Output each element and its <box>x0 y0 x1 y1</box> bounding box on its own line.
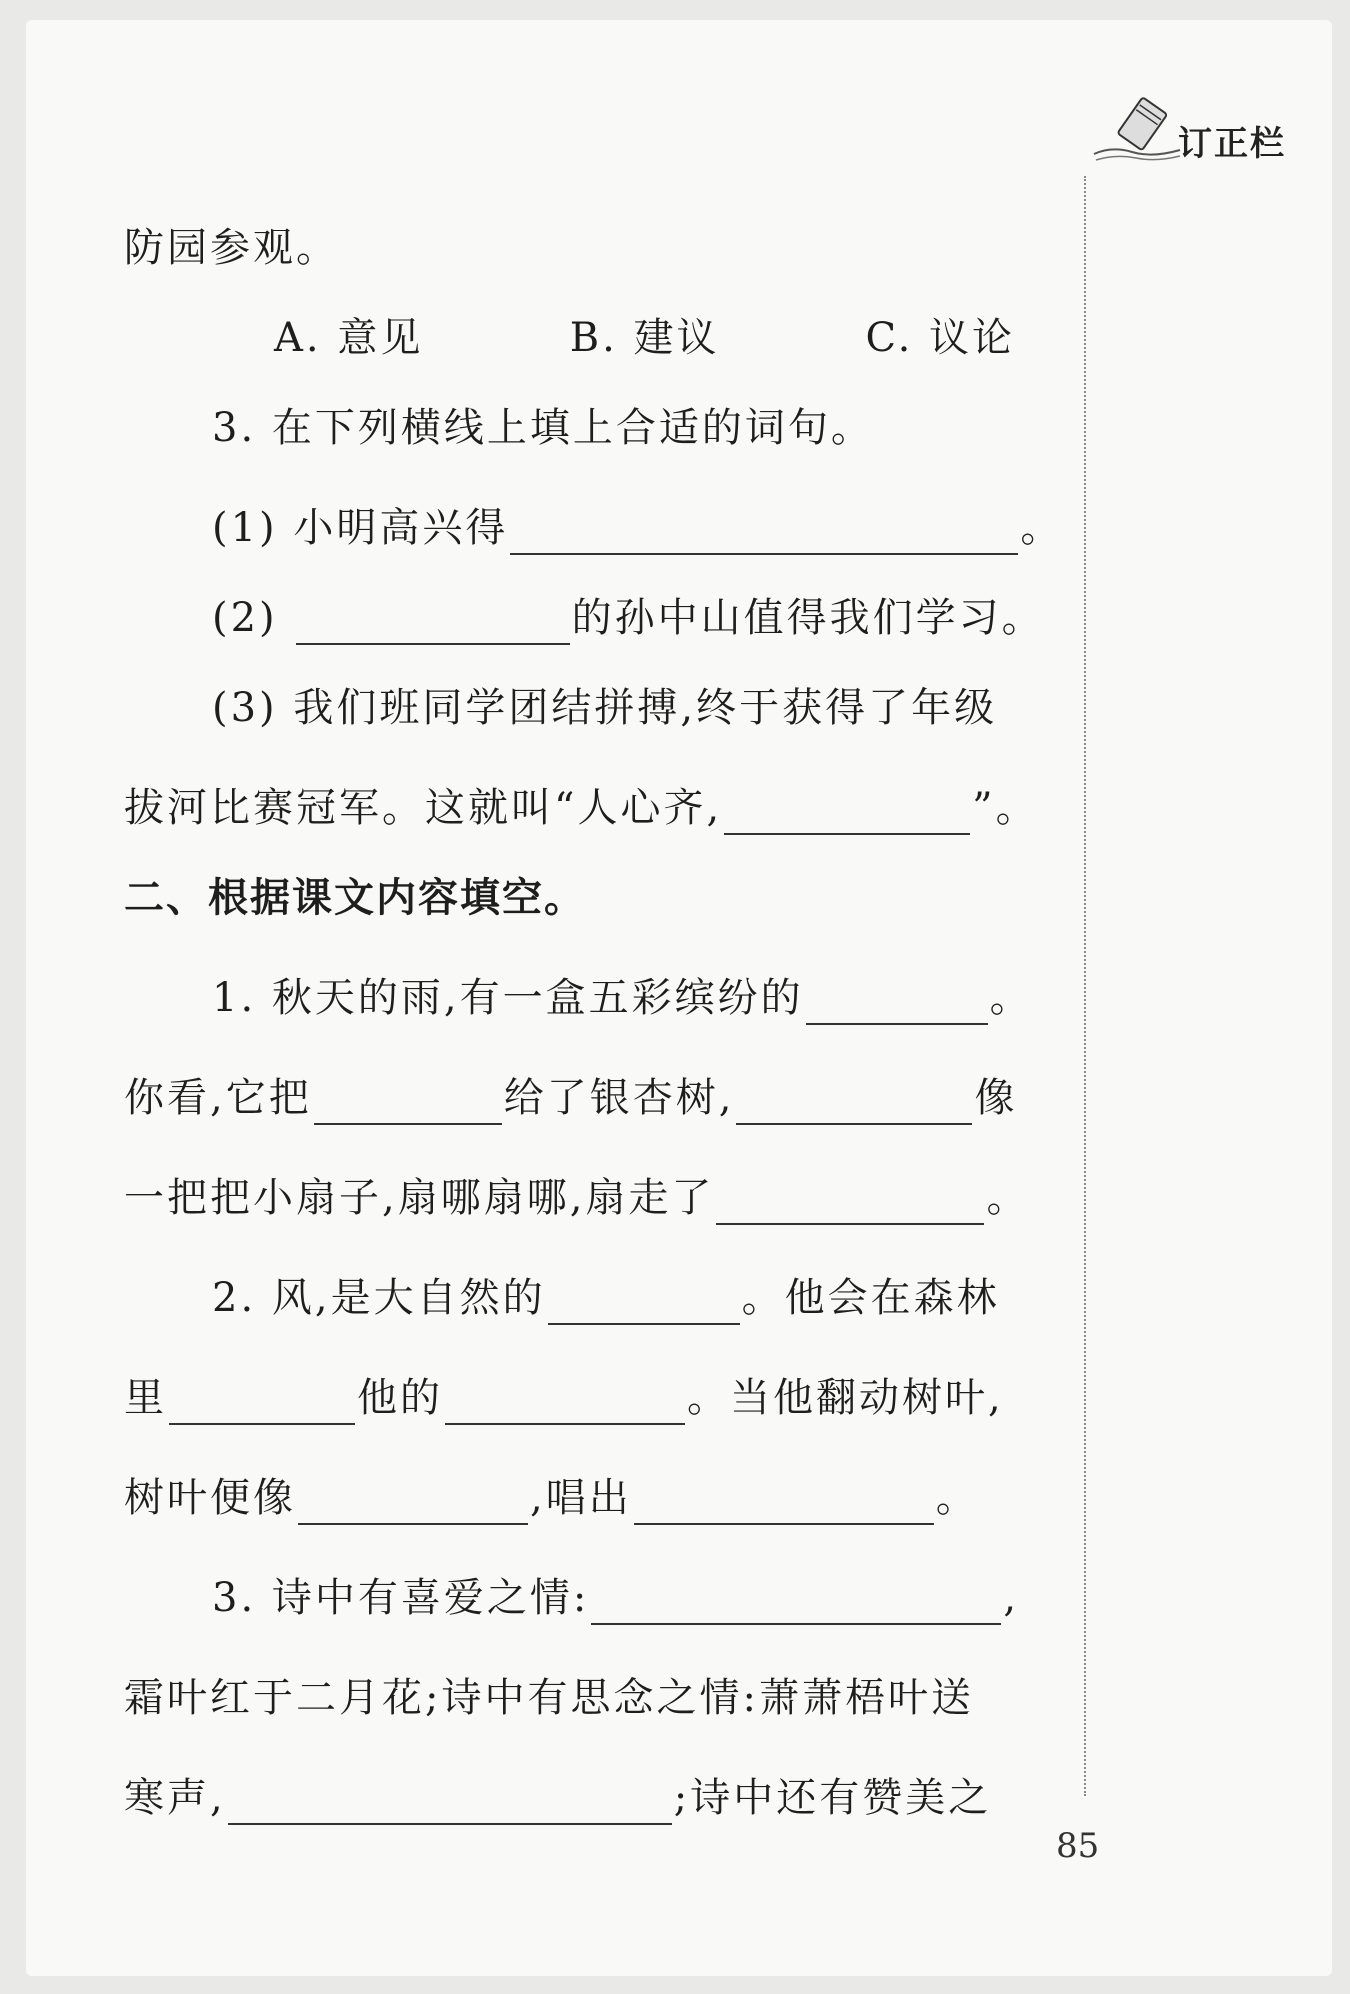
text: 。他会在森林 <box>741 1275 1000 1321</box>
text: 2. 风,是大自然的 <box>212 1275 546 1321</box>
fill-item <box>212 1566 1152 1625</box>
answer-blank[interactable] <box>298 1479 528 1525</box>
answer-blank[interactable] <box>296 599 570 645</box>
text: 给了银杏树, <box>503 1075 735 1121</box>
answer-blank[interactable] <box>314 1079 502 1125</box>
text: 3. 在下列横线上填上合适的词句。 <box>212 405 874 451</box>
fill-item <box>212 1266 1152 1325</box>
text: 。 <box>935 1475 979 1521</box>
fill-item <box>124 1666 1064 1723</box>
question-item <box>212 496 1152 555</box>
question-item <box>124 776 1064 835</box>
text: 。 <box>1020 505 1064 551</box>
question-item <box>212 676 1152 733</box>
text: ”。 <box>972 785 1039 831</box>
text: 霜叶红于二月花;诗中有思念之情:萧萧梧叶送 <box>124 1675 974 1721</box>
answer-blank[interactable] <box>736 1079 972 1125</box>
fill-item <box>124 1466 1064 1525</box>
text: 1. 秋天的雨,有一盒五彩缤纷的 <box>212 975 804 1021</box>
text: 树叶便像 <box>124 1475 296 1521</box>
text: 寒声, <box>124 1775 226 1821</box>
options-row <box>274 306 1214 363</box>
text: 二、根据课文内容填空。 <box>124 875 586 921</box>
text: 。 <box>986 1175 1030 1221</box>
text: 你看,它把 <box>124 1075 312 1121</box>
option-a: A. 意见 <box>274 315 424 361</box>
text: ,唱出 <box>530 1475 632 1521</box>
text: 一把把小扇子,扇哪扇哪,扇走了 <box>124 1175 715 1221</box>
text: (3) 我们班同学团结拼搏,终于获得了年级 <box>212 685 998 731</box>
correction-column-header <box>1092 96 1312 176</box>
eraser-pencil-icon <box>1092 96 1182 166</box>
answer-blank[interactable] <box>169 1379 355 1425</box>
text: 像 <box>974 1075 1018 1121</box>
fill-item <box>124 1766 1064 1825</box>
answer-blank[interactable] <box>228 1779 672 1825</box>
answer-blank[interactable] <box>806 979 988 1025</box>
text: 拔河比赛冠军。这就叫“人心齐, <box>124 785 723 831</box>
answer-blank[interactable] <box>445 1379 685 1425</box>
answer-blank[interactable] <box>591 1579 1001 1625</box>
text: 3. 诗中有喜爱之情: <box>212 1575 590 1621</box>
fill-item <box>124 1166 1064 1225</box>
text: 。 <box>989 975 1033 1021</box>
page-number: 85 <box>1056 1826 1100 1866</box>
text: 里 <box>124 1375 167 1421</box>
correction-column-title: 订正栏 <box>1178 124 1286 164</box>
option-b: B. 建议 <box>569 315 720 361</box>
text: , <box>1003 1575 1020 1621</box>
text-line <box>124 216 1064 273</box>
question-title <box>212 396 1152 453</box>
answer-blank[interactable] <box>634 1479 934 1525</box>
answer-blank[interactable] <box>548 1279 740 1325</box>
text: (2) <box>212 595 278 641</box>
section-heading <box>124 866 1064 923</box>
question-item <box>212 586 1152 645</box>
text: (1) 小明高兴得 <box>212 505 509 551</box>
answer-blank[interactable] <box>724 789 970 835</box>
answer-blank[interactable] <box>716 1179 984 1225</box>
text: ;诗中还有赞美之 <box>673 1775 992 1821</box>
text: 他的 <box>357 1375 443 1421</box>
text: 防园参观。 <box>124 225 339 271</box>
text: 。当他翻动树叶, <box>687 1375 1004 1421</box>
fill-item <box>212 966 1152 1025</box>
option-c: C. 议论 <box>865 315 1016 361</box>
answer-blank[interactable] <box>510 509 1018 555</box>
fill-item <box>124 1066 1064 1125</box>
fill-item <box>124 1366 1064 1425</box>
text: 的孙中山值得我们学习。 <box>571 595 1045 641</box>
